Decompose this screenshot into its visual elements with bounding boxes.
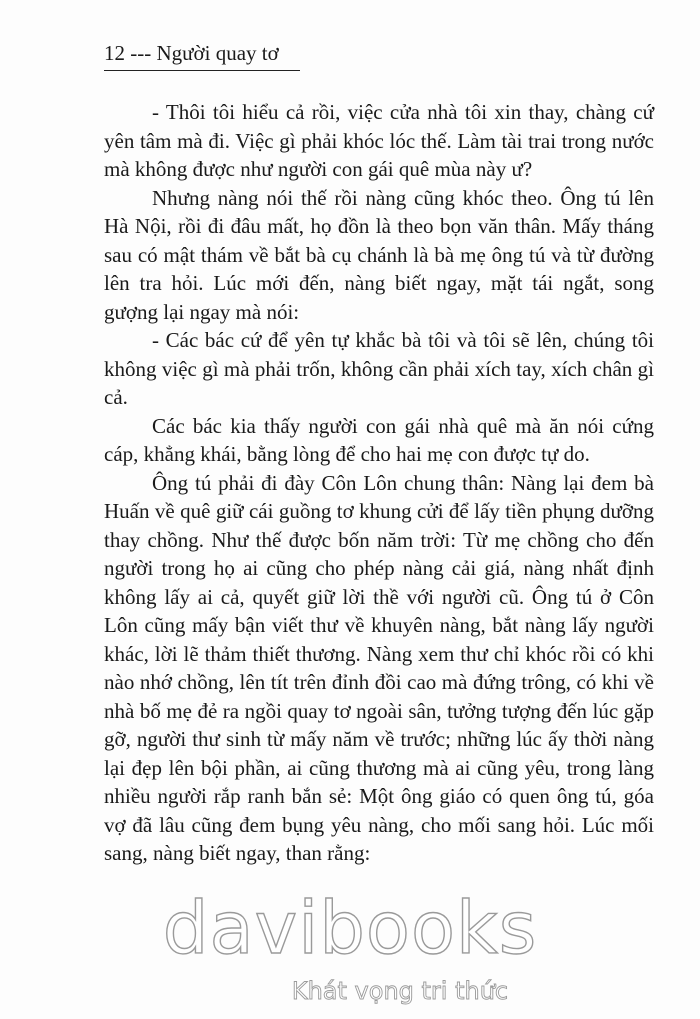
watermark-brand: davibooks [162,886,538,970]
body-text [104,98,654,868]
book-title: Người quay tơ [156,41,279,65]
page-header [104,40,300,71]
page-number: 12 [104,41,125,65]
header-separator: --- [130,41,152,65]
paragraph: Nhưng nàng nói thế rồi nàng cũng khóc theo. Ông tú lên Hà Nội, rồi đi đâu mất, họ đồn là theo bọn văn thân. Mấy tháng sau có mật thám về bắt bà cụ chánh là bà mẹ ông tú và từ đường lên tra hỏi. Lúc mới đến, nàng biết ngay, mặt tái ngắt, song gượng lại ngay mà nói: [104,185,654,324]
paragraph: Các bác kia thấy người con gái nhà quê mà ăn nói cứng cáp, khẳng khái, bằng lòng để cho hai mẹ con được tự do. [104,413,654,466]
paragraph: - Các bác cứ để yên tự khắc bà tôi và tôi sẽ lên, chúng tôi không việc gì mà phải trốn, không cần phải xích tay, xích chân gì cả. [104,328,654,409]
paragraph: - Thôi tôi hiểu cả rồi, việc cửa nhà tôi xin thay, chàng cứ yên tâm mà đi. Việc gì phải khóc lóc thế. Làm tài trai trong nước mà không được như người con gái quê mùa này ư? [104,100,654,181]
paragraph: Ông tú phải đi đày Côn Lôn chung thân: Nàng lại đem bà Huấn về quê giữ cái guồng tơ khung cửi để lấy tiền phụng dưỡng thay chồng. Như thế được bốn năm trời: Từ mẹ chồng cho đến người trong họ ai cũng cho phép nàng cải giá, nàng nhất định không lấy ai cả, quyết giữ lời thề với người cũ. Ông tú ở Côn Lôn cũng mấy bận viết thư về khuyên nàng, bắt nàng lấy người khác, lời lẽ thảm thiết thương. Nàng xem thư chỉ khóc rồi có khi nào nhớ chồng, lên tít trên đỉnh đồi cao mà đứng trông, có khi về nhà bố mẹ đẻ ra ngồi quay tơ ngoài sân, tưởng tượng đến lúc gặp gỡ, người thư sinh từ mấy năm về trước; những lúc ấy thời nàng lại đẹp lên bội phần, ai cũng thương mà ai cũng yêu, trong làng nhiều người rắp ranh bắn sẻ: Một ông giáo có quen ông tú, góa vợ đã lâu cũng đem bụng yêu nàng, cho mối sang hỏi. Lúc mối sang, nàng biết ngay, than rằng: [104,470,654,865]
watermark-tagline: Khát vọng tri thức [291,977,509,1005]
